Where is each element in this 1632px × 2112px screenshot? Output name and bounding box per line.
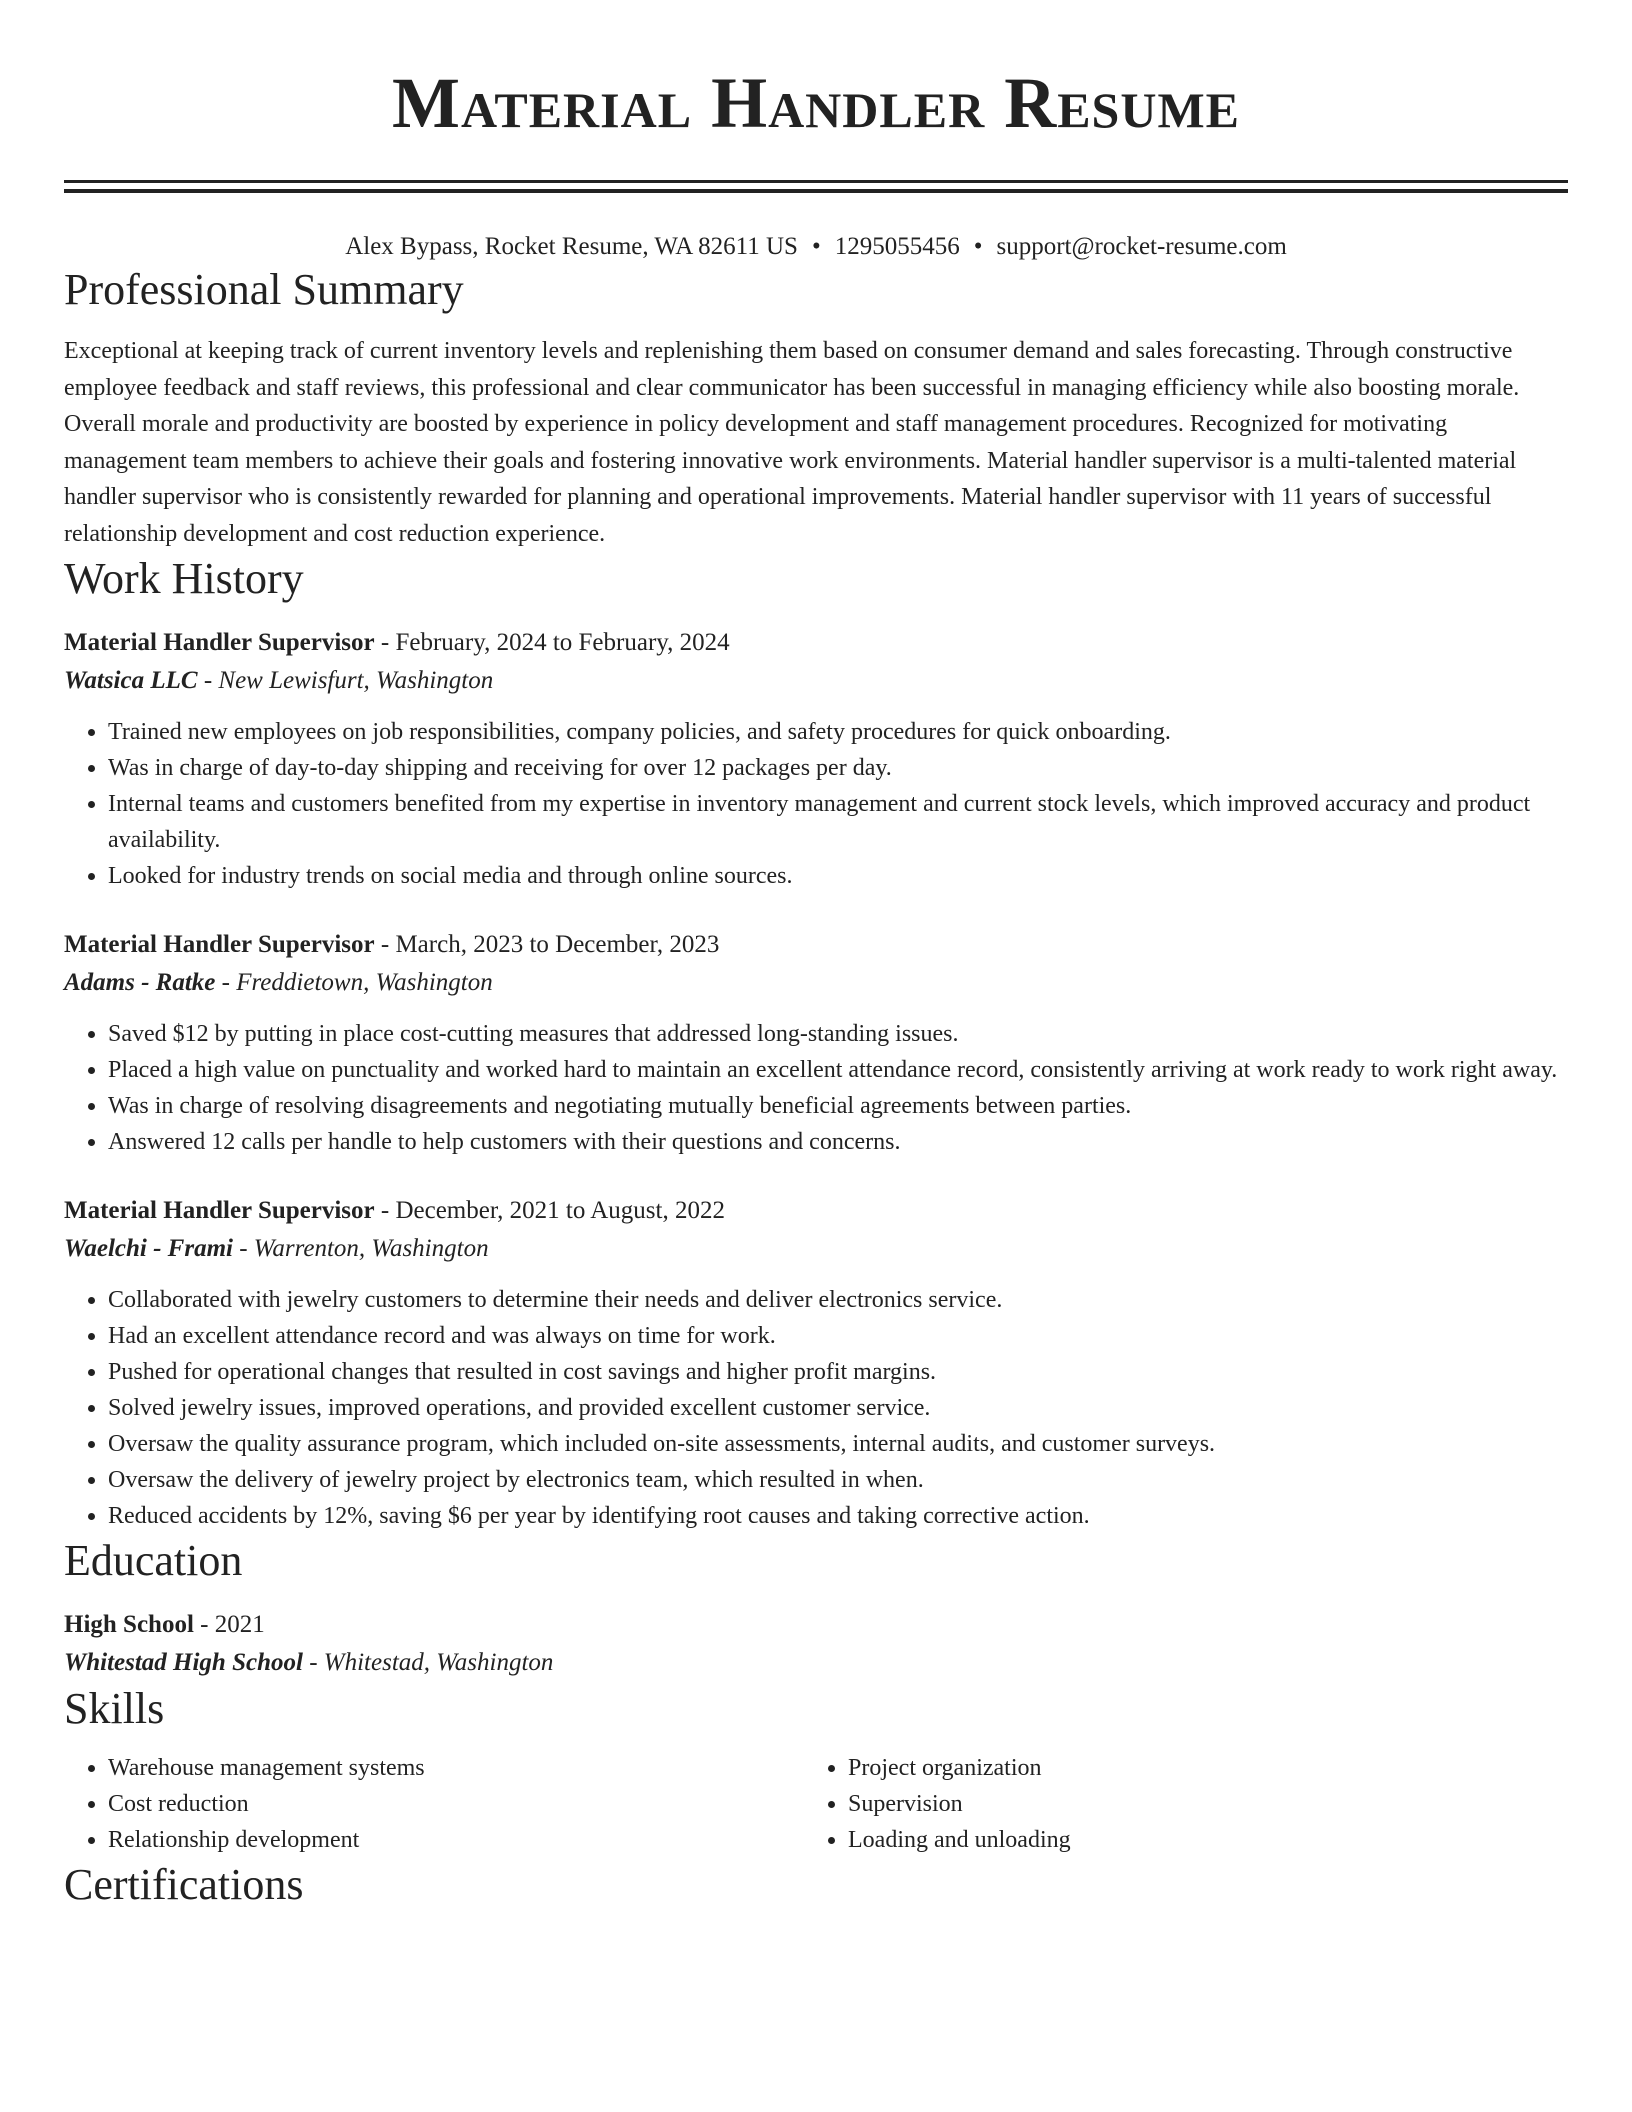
job-bullet: • Internal teams and customers benefited from my expertise in inventory management and current stock levels, which improved accuracy and product availability. bbox=[108, 786, 1568, 858]
title-divider-top bbox=[64, 180, 1568, 183]
section-heading-work-history: Work History bbox=[64, 554, 304, 603]
job-company: Watsica LLC bbox=[64, 667, 198, 694]
contact-line bbox=[64, 231, 1568, 263]
job-bullet: • Trained new employees on job responsibilities, company policies, and safety procedures for quick onboarding. bbox=[108, 714, 1568, 750]
skill-item: • Project organization bbox=[848, 1750, 1544, 1786]
education-degree: High School bbox=[64, 1611, 194, 1638]
summary-text: Exceptional at keeping track of current inventory levels and replenishing them based on consumer demand and sales forecasting. Through constructive employee feedback and staff reviews, this professional and clear communicator has been successful in managing efficiency while also boosting morale. Overall morale and productivity are boosted by experience in policy development and staff management procedures. Recognized for motivating management team members to achieve their goals and fostering innovative work environments. Material handler supervisor is a multi-talented material handler supervisor who is consistently rewarded for planning and operational improvements. Material handler supervisor with 11 years of successful relationship development and cost reduction experience. bbox=[64, 338, 1520, 547]
job-bullets bbox=[64, 714, 1568, 894]
job-bullets bbox=[64, 1016, 1568, 1160]
job-entry bbox=[64, 1192, 1568, 1534]
job-bullet: • Reduced accidents by 12%, saving $6 per year by identifying root causes and taking corrective action. bbox=[108, 1498, 1568, 1534]
skills-grid bbox=[64, 1750, 1568, 1858]
contact-address: Alex Bypass, Rocket Resume, WA 82611 US bbox=[345, 233, 798, 260]
job-bullet: • Was in charge of day-to-day shipping and receiving for over 12 packages per day. bbox=[108, 750, 1568, 786]
education-location: - Whitestad, Washington bbox=[302, 1649, 554, 1676]
skill-item: • Relationship development bbox=[108, 1822, 804, 1858]
job-location: - Freddietown, Washington bbox=[215, 969, 493, 996]
job-bullet: • Answered 12 calls per handle to help customers with their questions and concerns. bbox=[108, 1124, 1568, 1160]
job-bullet: • Solved jewelry issues, improved operations, and provided excellent customer service. bbox=[108, 1390, 1568, 1426]
section-heading-summary: Professional Summary bbox=[64, 265, 464, 314]
job-role: Material Handler Supervisor bbox=[64, 629, 375, 656]
section-heading-education: Education bbox=[64, 1536, 243, 1585]
job-dates: - March, 2023 to December, 2023 bbox=[374, 931, 720, 958]
skill-item: • Supervision bbox=[848, 1786, 1544, 1822]
skills-column-left bbox=[64, 1750, 804, 1858]
education-year: - 2021 bbox=[193, 1611, 265, 1638]
skill-item: • Cost reduction bbox=[108, 1786, 804, 1822]
job-company: Adams - Ratke bbox=[64, 969, 216, 996]
job-bullet: • Collaborated with jewelry customers to determine their needs and deliver electronics service. bbox=[108, 1282, 1568, 1318]
job-entry bbox=[64, 624, 1568, 894]
education-entry bbox=[64, 1606, 1568, 1682]
skill-item: • Warehouse management systems bbox=[108, 1750, 804, 1786]
job-dates: - December, 2021 to August, 2022 bbox=[374, 1197, 725, 1224]
resume-title: Material Handler Resume bbox=[391, 63, 1241, 143]
contact-email: support@rocket-resume.com bbox=[996, 233, 1287, 260]
job-role: Material Handler Supervisor bbox=[64, 931, 375, 958]
bullet-separator: • bbox=[973, 233, 983, 260]
education-school-line bbox=[64, 1644, 1568, 1682]
education-degree-line bbox=[64, 1606, 1568, 1644]
job-bullets bbox=[64, 1282, 1568, 1534]
section-heading-certifications: Certifications bbox=[64, 1860, 304, 1909]
job-company-line bbox=[64, 964, 1568, 1002]
job-bullet: • Looked for industry trends on social media and through online sources. bbox=[108, 858, 1568, 894]
contact-phone: 1295055456 bbox=[834, 233, 960, 260]
job-entry bbox=[64, 926, 1568, 1160]
job-company-line bbox=[64, 1230, 1568, 1268]
job-bullet: • Oversaw the delivery of jewelry project by electronics team, which resulted in when. bbox=[108, 1462, 1568, 1498]
job-company: Waelchi - Frami bbox=[64, 1235, 233, 1262]
job-role: Material Handler Supervisor bbox=[64, 1197, 375, 1224]
skill-item: • Loading and unloading bbox=[848, 1822, 1544, 1858]
bullet-separator: • bbox=[811, 233, 821, 260]
job-bullet: • Was in charge of resolving disagreements and negotiating mutually beneficial agreements between parties. bbox=[108, 1088, 1568, 1124]
job-bullet: • Pushed for operational changes that resulted in cost savings and higher profit margins. bbox=[108, 1354, 1568, 1390]
job-bullet: • Had an excellent attendance record and was always on time for work. bbox=[108, 1318, 1568, 1354]
job-title-line bbox=[64, 1192, 1568, 1230]
job-bullet: • Oversaw the quality assurance program, which included on-site assessments, internal audits, and customer surveys. bbox=[108, 1426, 1568, 1462]
skills-column-right bbox=[804, 1750, 1544, 1858]
job-company-line bbox=[64, 662, 1568, 700]
job-bullet: • Saved $12 by putting in place cost-cutting measures that addressed long-standing issues. bbox=[108, 1016, 1568, 1052]
job-location: - Warrenton, Washington bbox=[232, 1235, 489, 1262]
education-school: Whitestad High School bbox=[64, 1649, 303, 1676]
job-title-line bbox=[64, 624, 1568, 662]
job-location: - New Lewisfurt, Washington bbox=[197, 667, 494, 694]
job-dates: - February, 2024 to February, 2024 bbox=[374, 629, 730, 656]
job-bullet: • Placed a high value on punctuality and worked hard to maintain an excellent attendance record, consistently arriving at work ready to work right away. bbox=[108, 1052, 1568, 1088]
title-divider-bottom bbox=[64, 189, 1568, 193]
section-heading-skills: Skills bbox=[64, 1684, 165, 1733]
job-title-line bbox=[64, 926, 1568, 964]
